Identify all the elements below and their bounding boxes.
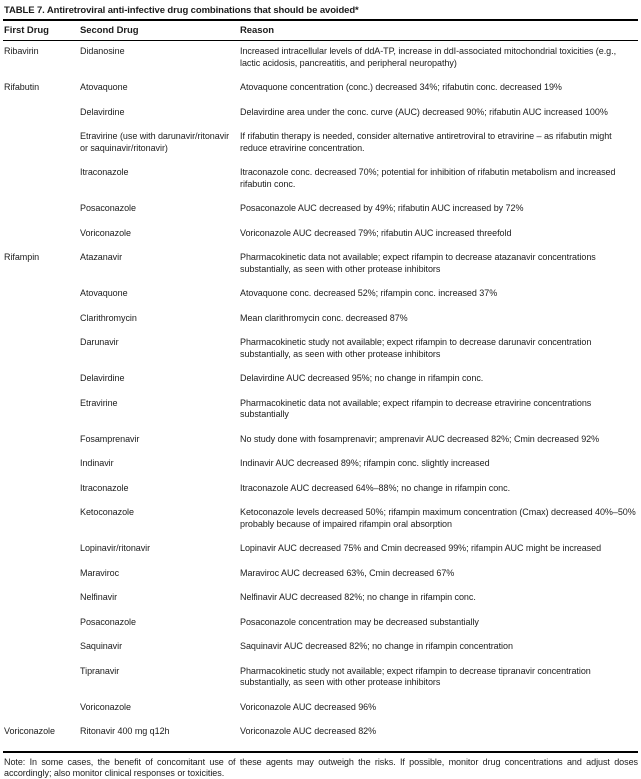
reason-cell: Atovaquone concentration (conc.) decreased 34%; rifabutin conc. decreased 19% xyxy=(240,82,562,92)
table-row xyxy=(3,458,638,483)
second-drug-cell: Darunavir xyxy=(80,337,119,347)
second-drug-cell: Posaconazole xyxy=(80,616,136,627)
first-drug-cell: Rifabutin xyxy=(4,82,40,92)
table-row xyxy=(3,666,638,702)
second-drug-cell: Tipranavir xyxy=(80,665,120,676)
first-drug-cell xyxy=(3,434,80,459)
table-header xyxy=(3,20,638,41)
second-drug-cell: Voriconazole xyxy=(80,227,131,238)
table-title: TABLE 7. Antiretroviral anti-infective drug combinations that should be avoided* xyxy=(4,5,359,16)
table-row xyxy=(3,543,638,568)
table-row xyxy=(3,617,638,642)
reason-cell: Delavirdine AUC decreased 95%; no change in rifampin conc. xyxy=(240,373,484,383)
second-drug-cell: Atovaquone xyxy=(80,82,128,92)
second-drug-cell: Itraconazole xyxy=(80,482,129,493)
reason-cell: Increased intracellular levels of ddA-TP, increase in ddI-associated mitochondrial toxicities (e.g., lactic acidosis, pancreatitis, and peripheral neuropathy) xyxy=(240,46,617,68)
reason-cell: Ketoconazole levels decreased 50%; rifampin maximum concentration (Cmax) decreased 40%–50% probably because of impaired rifampin oral absorption xyxy=(240,507,636,529)
table-row xyxy=(3,568,638,593)
second-drug-cell: Maraviroc xyxy=(80,567,120,578)
second-drug-cell: Atazanavir xyxy=(80,252,123,262)
first-drug-cell xyxy=(3,373,80,398)
second-drug-cell: Fosamprenavir xyxy=(80,433,140,444)
first-drug-cell xyxy=(3,313,80,338)
first-drug-cell xyxy=(3,568,80,593)
second-drug-cell: Itraconazole xyxy=(80,167,129,177)
table-row xyxy=(3,507,638,543)
first-drug-cell xyxy=(3,641,80,666)
first-drug-cell xyxy=(3,107,80,132)
reason-cell: If rifabutin therapy is needed, consider alternative antiretroviral to etravirine – as rifabutin might reduce etravirine concentration. xyxy=(240,131,612,153)
second-drug-cell: Etravirine (use with darunavir/ritonavir or saquinavir/ritonavir) xyxy=(80,131,230,153)
reason-cell: Mean clarithromycin conc. decreased 87% xyxy=(240,312,408,323)
reason-cell: Lopinavir AUC decreased 75% and Cmin decreased 99%; rifampin AUC might be increased xyxy=(240,543,602,553)
reason-cell: Delavirdine area under the conc. curve (AUC) decreased 90%; rifabutin AUC increased 100% xyxy=(240,106,608,117)
drug-combinations-table xyxy=(3,19,638,753)
table-row xyxy=(3,483,638,508)
table-row xyxy=(3,702,638,727)
reason-cell: Posaconazole concentration may be decreased substantially xyxy=(240,616,479,627)
reason-cell: No study done with fosamprenavir; amprenavir AUC decreased 82%; Cmin decreased 92% xyxy=(240,433,600,444)
second-drug-cell: Voriconazole xyxy=(80,701,131,712)
column-header-second-drug: Second Drug xyxy=(80,20,240,41)
second-drug-cell: Delavirdine xyxy=(80,373,125,383)
second-drug-cell: Ritonavir 400 mg q12h xyxy=(80,726,170,736)
reason-cell: Voriconazole AUC decreased 79%; rifabutin AUC increased threefold xyxy=(240,227,512,238)
first-drug-cell: Ribavirin xyxy=(4,46,39,56)
first-drug-cell xyxy=(3,666,80,702)
second-drug-cell: Saquinavir xyxy=(80,641,123,651)
table-row xyxy=(3,228,638,253)
reason-cell: Saquinavir AUC decreased 82%; no change in rifampin concentration xyxy=(240,641,513,651)
first-drug-cell xyxy=(3,203,80,228)
first-drug-cell xyxy=(3,131,80,167)
reason-cell: Pharmacokinetic study not available; expect rifampin to decrease darunavir concentration substantially, as seen with other protease inhibitors xyxy=(240,337,592,359)
first-drug-cell xyxy=(3,288,80,313)
first-drug-cell xyxy=(3,337,80,373)
second-drug-cell: Delavirdine xyxy=(80,106,125,117)
table-row xyxy=(3,313,638,338)
first-drug-cell xyxy=(3,458,80,483)
reason-cell: Pharmacokinetic study not available; expect rifampin to decrease tipranavir concentration substantially, as seen with other protease inhibitors xyxy=(240,665,591,687)
reason-cell: Pharmacokinetic data not available; expect rifampin to decrease etravirine concentrations substantially xyxy=(240,397,592,419)
second-drug-cell: Ketoconazole xyxy=(80,507,134,517)
table-row xyxy=(3,641,638,666)
first-drug-cell xyxy=(3,228,80,253)
reason-cell: Indinavir AUC decreased 89%; rifampin conc. slightly increased xyxy=(240,458,490,468)
first-drug-cell xyxy=(3,543,80,568)
column-header-first-drug: First Drug xyxy=(3,20,80,41)
table-body xyxy=(3,41,638,752)
second-drug-cell: Lopinavir/ritonavir xyxy=(80,543,151,553)
table-row xyxy=(3,592,638,617)
table-row xyxy=(3,726,638,752)
reason-cell: Voriconazole AUC decreased 96% xyxy=(240,701,377,712)
table-row xyxy=(3,252,638,288)
table-row xyxy=(3,373,638,398)
reason-cell: Nelfinavir AUC decreased 82%; no change in rifampin conc. xyxy=(240,592,476,602)
second-drug-cell: Indinavir xyxy=(80,458,114,468)
table-row xyxy=(3,288,638,313)
second-drug-cell: Atovaquone xyxy=(80,288,128,298)
first-drug-cell: Voriconazole xyxy=(4,726,55,736)
reason-cell: Atovaquone conc. decreased 52%; rifampin conc. increased 37% xyxy=(240,288,498,298)
reason-cell: Voriconazole AUC decreased 82% xyxy=(240,726,377,736)
table-row xyxy=(3,41,638,83)
table-row xyxy=(3,82,638,107)
table-row xyxy=(3,337,638,373)
reason-cell: Itraconazole conc. decreased 70%; potential for inhibition of rifabutin metabolism and increased rifabutin conc. xyxy=(240,167,616,189)
first-drug-cell xyxy=(3,617,80,642)
second-drug-cell: Clarithromycin xyxy=(80,312,137,323)
second-drug-cell: Etravirine xyxy=(80,397,118,408)
first-drug-cell xyxy=(3,702,80,727)
table-row xyxy=(3,203,638,228)
table-footnote: Note: In some cases, the benefit of concomitant use of these agents may outweigh the risks. If possible, monitor drug concentrations and adjust doses accordingly; also monitor clinical responses or toxicities. xyxy=(4,756,638,778)
first-drug-cell xyxy=(3,507,80,543)
table-row xyxy=(3,107,638,132)
header-row xyxy=(3,20,638,41)
first-drug-cell xyxy=(3,592,80,617)
table-row xyxy=(3,131,638,167)
second-drug-cell: Nelfinavir xyxy=(80,592,118,602)
reason-cell: Posaconazole AUC decreased by 49%; rifabutin AUC increased by 72% xyxy=(240,203,524,213)
table-row xyxy=(3,398,638,434)
reason-cell: Pharmacokinetic data not available; expect rifampin to decrease atazanavir concentrations substantially, as seen with other protease inhibitors xyxy=(240,252,596,274)
first-drug-cell xyxy=(3,167,80,203)
first-drug-cell xyxy=(3,398,80,434)
column-header-reason: Reason xyxy=(240,20,638,41)
second-drug-cell: Posaconazole xyxy=(80,203,136,213)
first-drug-cell xyxy=(3,483,80,508)
reason-cell: Maraviroc AUC decreased 63%, Cmin decreased 67% xyxy=(240,567,455,578)
table-row xyxy=(3,434,638,459)
second-drug-cell: Didanosine xyxy=(80,46,125,56)
first-drug-cell: Rifampin xyxy=(4,252,40,262)
reason-cell: Itraconazole AUC decreased 64%–88%; no change in rifampin conc. xyxy=(240,482,511,493)
table-row xyxy=(3,167,638,203)
